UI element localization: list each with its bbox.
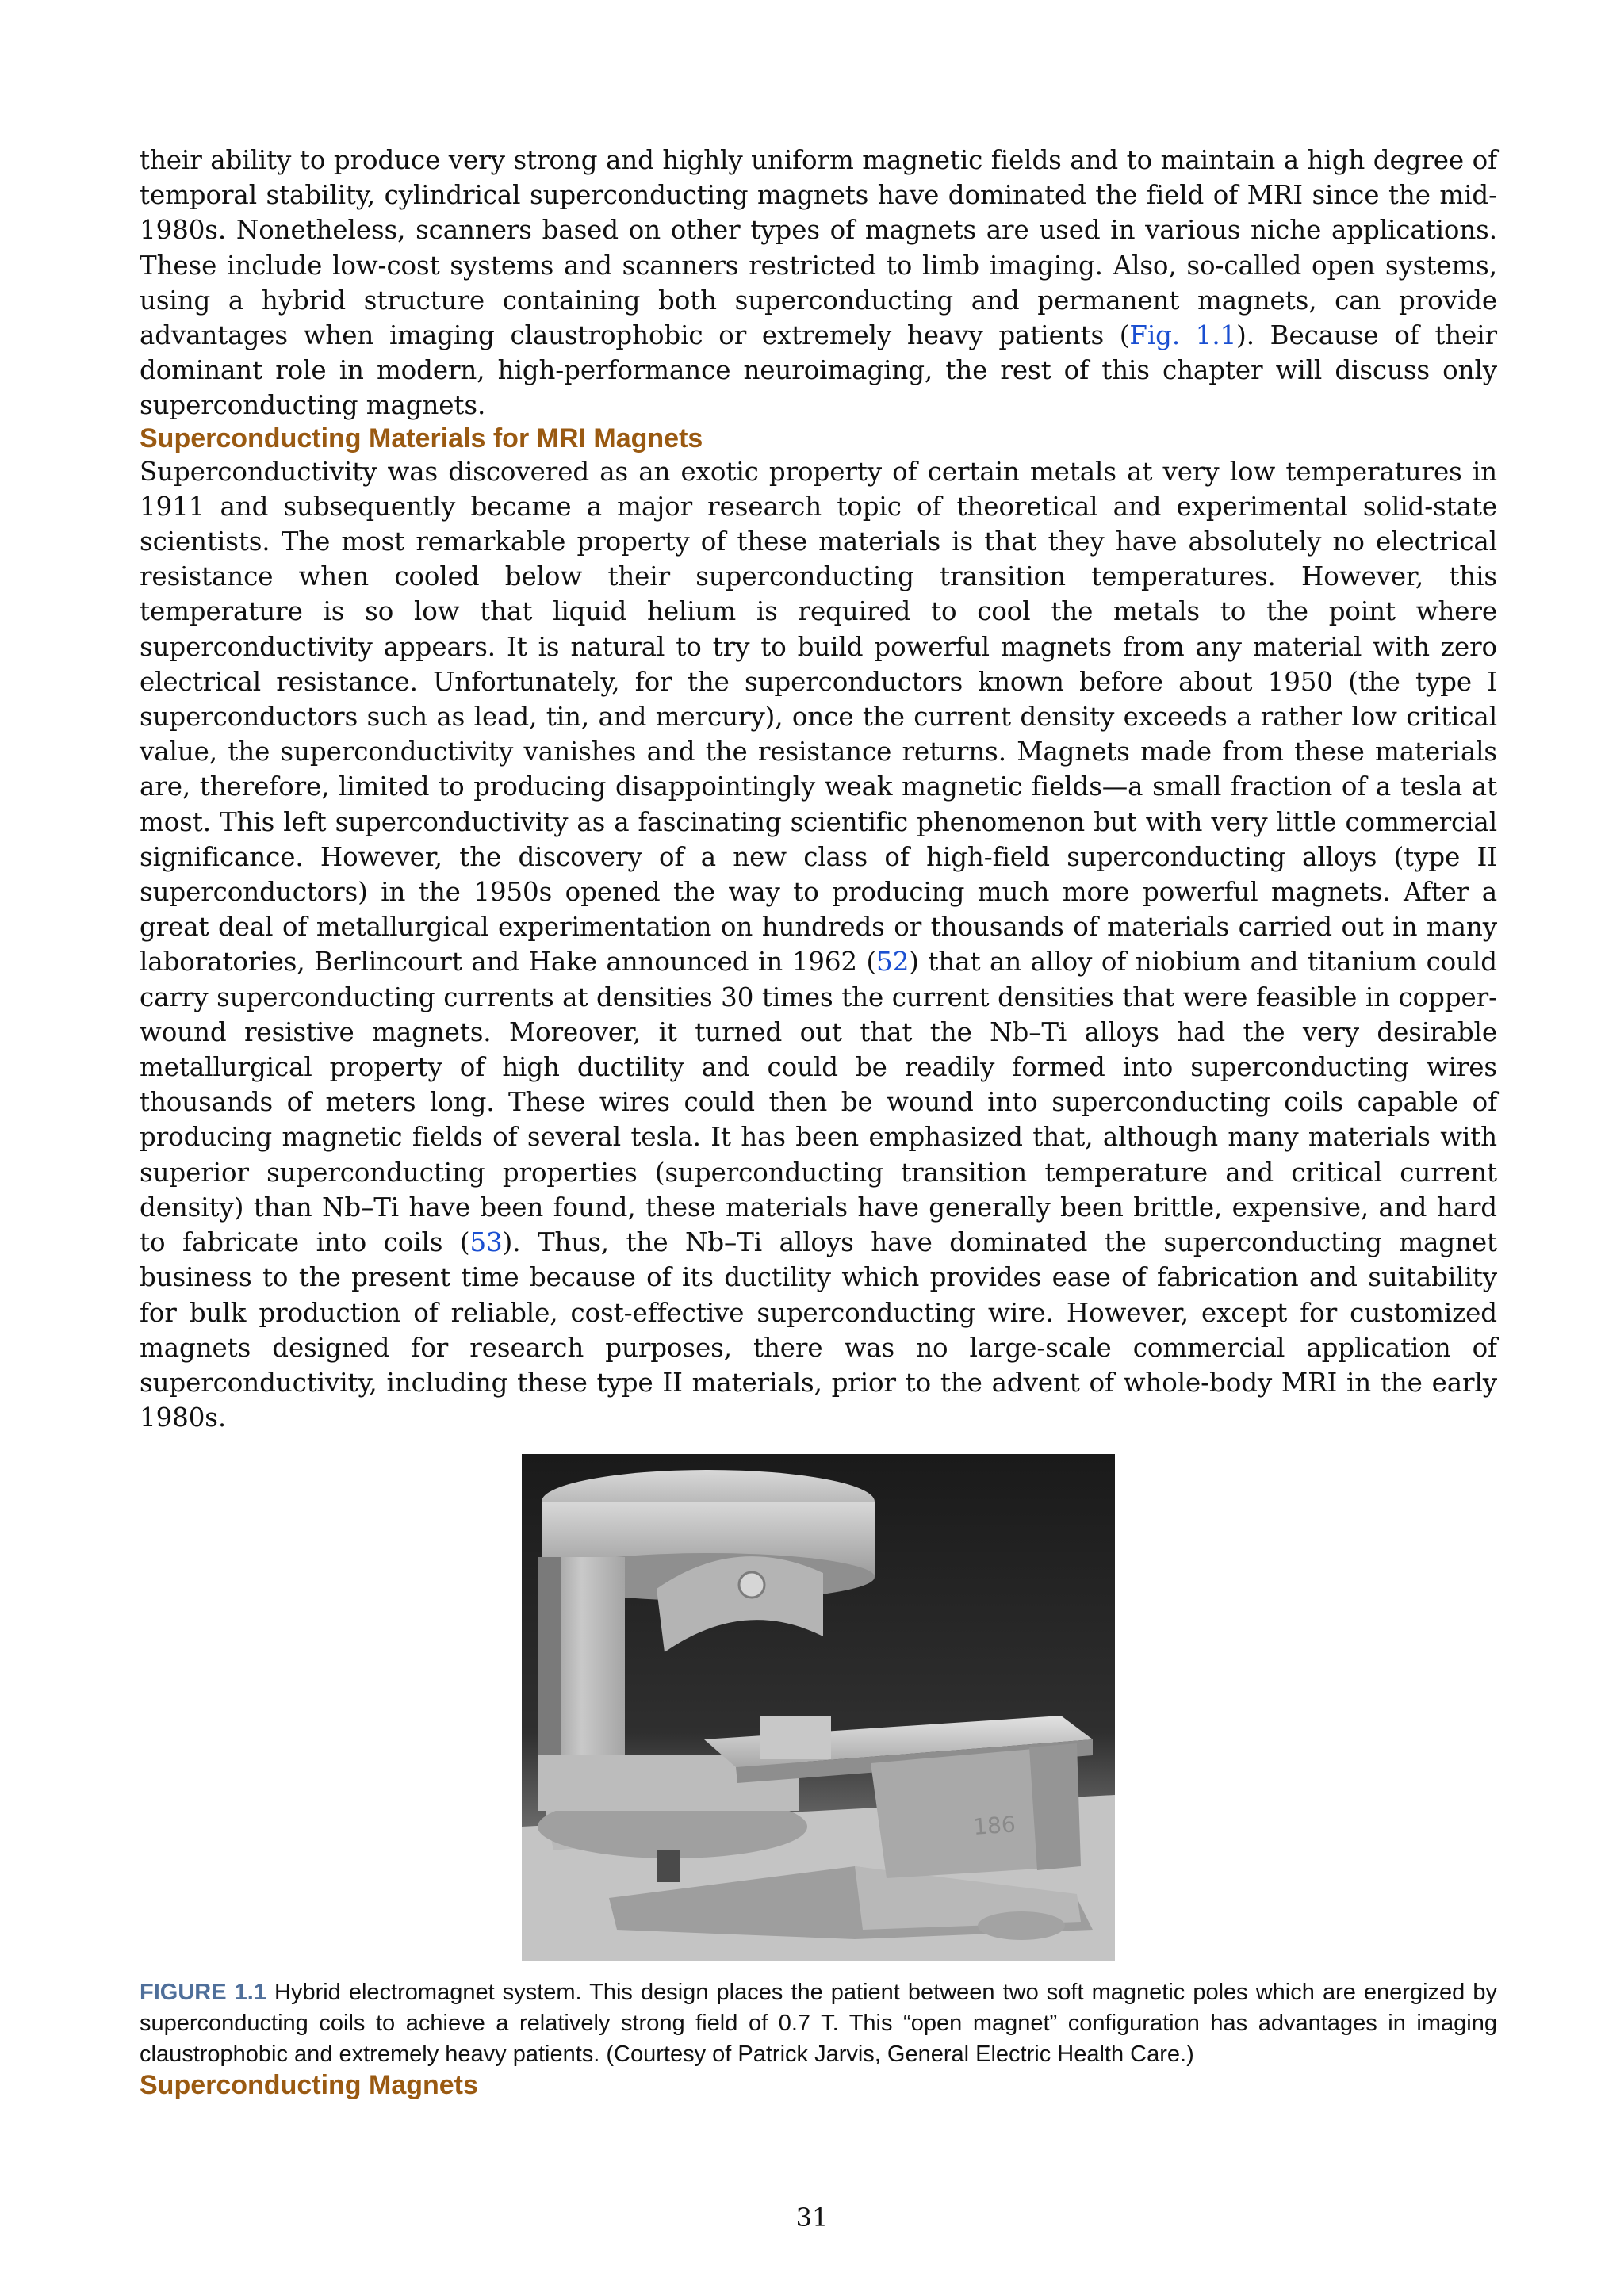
figure-label: FIGURE 1.1 bbox=[140, 1980, 266, 2006]
figure-1-1 bbox=[140, 1454, 1497, 1961]
page-number: 31 bbox=[795, 2202, 829, 2233]
link-figure-1-1[interactable]: Fig. 1.1 bbox=[1129, 320, 1237, 351]
para2-text-b: ) that an alloy of niobium and titanium could carry superconducting currents at densities 30 times the current densities that were feasible in copper-wound resistive magnets. Moreover, it turned out that the Nb–Ti alloys had the very desirable metallurgical property of high ductility and could be readily formed into superconducting wires thousands of meters long. These wires could then be wound into superconducting coils capable of producing magnetic fields of several tesla. It has been emphasized that, although many materials with superior superconducting properties (superconducting transition temperature and critical current density) than Nb–Ti have been found, these materials have generally been brittle, expensive, and hard to fabricate into coils ( bbox=[140, 947, 1497, 1258]
section-heading-magnets: Superconducting Magnets bbox=[140, 2070, 478, 2101]
para1-text-b: ). Because of their dominant role in modern, high-performance neuroimaging, the rest of this chapter will discuss only superconducting magnets. bbox=[140, 320, 1497, 421]
para2-text-c: ). Thus, the Nb–Ti alloys have dominated the superconducting magnet business to the present time because of its ductility which provides ease of fabrication and suitability for bulk production of reliable, cost-effective superconducting wire. However, except for customized magnets designed for research purposes, there was no large-scale commercial application of superconductivity, including these type II materials, prior to the advent of whole-body MRI in the early 1980s. bbox=[140, 1227, 1497, 1433]
page-content bbox=[140, 143, 1497, 2101]
section-heading-materials: Superconducting Materials for MRI Magnets bbox=[140, 423, 703, 453]
paragraph-intro bbox=[140, 143, 1497, 423]
para1-text-a: their ability to produce very strong and highly uniform magnetic fields and to maintain a high degree of temporal stability, cylindrical superconducting magnets have dominated the field of MRI since the mid-1980s. Nonetheless, scanners based on other types of magnets are used in various niche applications. These include low-cost systems and scanners restricted to limb imaging. Also, so-called open systems, using a hybrid structure containing both superconducting and permanent magnets, can provide advantages when imaging claustrophobic or extremely heavy patients ( bbox=[140, 145, 1497, 351]
figure-caption bbox=[140, 1977, 1497, 2070]
figure-caption-text: Hybrid electromagnet system. This design places the patient between two soft magnetic poles which are energized by superconducting coils to achieve a relatively strong field of 0.7 T. This “open magnet” configuration has advantages in imaging claustrophobic and extremely heavy patients. (Courtesy of Patrick Jarvis, General Electric Health Care.) bbox=[140, 1980, 1497, 2068]
mri-scanner-photo bbox=[522, 1454, 1115, 1961]
para2-text-a: Superconductivity was discovered as an exotic property of certain metals at very low temperatures in 1911 and subsequently became a major research topic of theoretical and experimental solid-state scientists. The most remarkable property of these materials is that they have absolutely no electrical resistance when cooled below their superconducting transition temperatures. However, this temperature is so low that liquid helium is required to cool the metals to the point where superconductivity appears. It is natural to try to build powerful magnets from any material with zero electrical resistance. Unfortunately, for the superconductors known before about 1950 (the type I superconductors such as lead, tin, and mercury), once the current density exceeds a rather low critical value, the superconductivity vanishes and the resistance returns. Magnets made from these materials are, therefore, limited to producing disappointingly weak magnetic fields—a small fraction of a tesla at most. This left superconductivity as a fascinating scientific phenomenon but with very little commercial significance. However, the discovery of a new class of high-field superconducting alloys (type II superconductors) in the 1950s opened the way to producing much more powerful magnets. After a great deal of metallurgical experimentation on hundreds or thousands of materials carried out in many laboratories, Berlincourt and Hake announced in 1962 ( bbox=[140, 456, 1497, 978]
svg-text:186: 186 bbox=[972, 1811, 1017, 1841]
link-ref-52[interactable]: 52 bbox=[876, 947, 910, 978]
paragraph-superconductivity bbox=[140, 454, 1497, 1436]
link-ref-53[interactable]: 53 bbox=[469, 1227, 503, 1258]
